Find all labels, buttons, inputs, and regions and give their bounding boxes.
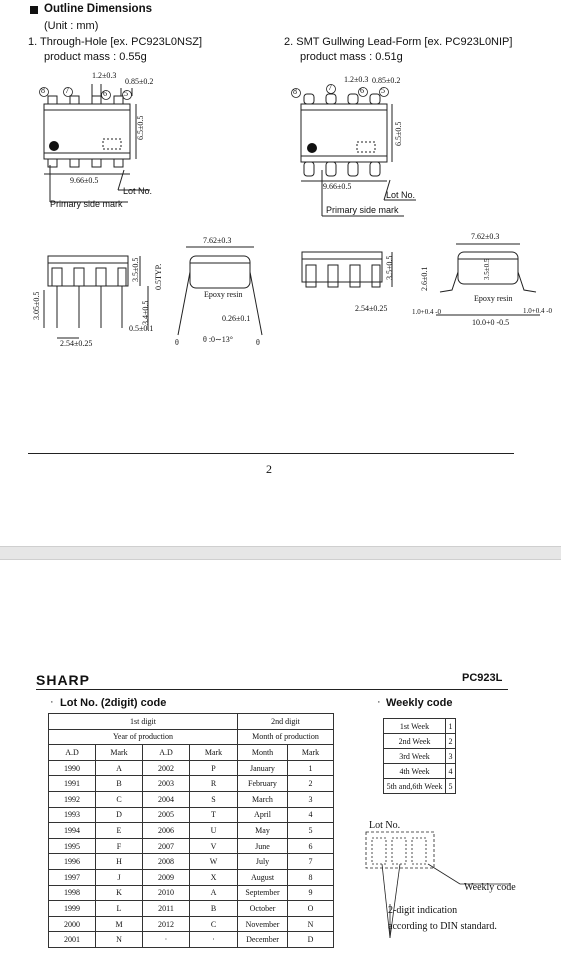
table-cell: B: [190, 901, 238, 917]
weekly-code-table: [383, 718, 456, 794]
page-number: 2: [266, 462, 272, 476]
weekly-heading: Weekly code: [386, 697, 453, 709]
table-cell: 2007: [143, 838, 190, 854]
table-cell: April: [238, 807, 288, 823]
table-cell: 2005: [143, 807, 190, 823]
table-cell: ·: [143, 932, 190, 948]
indication-line1: 2-digit indication: [388, 905, 458, 916]
table-cell: U: [190, 823, 238, 839]
table-cell: 2: [288, 776, 334, 792]
brand-logo: SHARP: [36, 672, 91, 688]
theta-range: θ :0∼13°: [203, 335, 233, 344]
table-row: [49, 807, 334, 823]
outline-heading: Outline Dimensions: [44, 3, 152, 15]
table-cell: C: [96, 791, 143, 807]
table-cell: C: [190, 916, 238, 932]
smt-dim-span: 10.0+0 -0.5: [472, 318, 510, 327]
table-cell: 2002: [143, 760, 190, 776]
table-row: [49, 854, 334, 870]
table-cell: November: [238, 916, 288, 932]
table-cell: N: [96, 932, 143, 948]
table-cell: 2nd Week: [384, 734, 446, 749]
table-cell: 7: [288, 854, 334, 870]
table-row: [49, 838, 334, 854]
table-cell: 4: [288, 807, 334, 823]
pin-8-label: 8: [41, 86, 45, 95]
table-row: [49, 869, 334, 885]
smt-pin-7-label: 7: [328, 83, 332, 92]
dim-lead-w: 0.5±0.1: [129, 324, 154, 333]
col-header: A.D: [49, 745, 96, 761]
table-row: [384, 734, 456, 749]
table-row: [49, 901, 334, 917]
col-header: Mark: [190, 745, 238, 761]
theta-right: θ: [256, 338, 260, 347]
smt-dim-body-h: 3.5±0.5: [385, 255, 394, 280]
pin-7-label: 7: [65, 86, 69, 95]
table-cell: P: [190, 760, 238, 776]
table-cell: March: [238, 791, 288, 807]
table-row: [49, 760, 334, 776]
dim-lead-t: 0.26±0.1: [222, 314, 251, 323]
table-cell: July: [238, 854, 288, 870]
year-header: Year of production: [49, 729, 238, 745]
smt-dim-foot-left: 1.0+0.4 -0: [412, 308, 442, 316]
lot-no-label: Lot No.: [123, 186, 153, 196]
dim-lead-pitch: 2.54±0.25: [60, 339, 93, 348]
table-row: [49, 791, 334, 807]
table-cell: N: [288, 916, 334, 932]
table-row: [49, 885, 334, 901]
smt-dim-lead-w-top: 0.85±0.2: [372, 76, 401, 85]
smt-pin-8-label: 8: [293, 87, 297, 96]
table-cell: 2006: [143, 823, 190, 839]
lot-bullet: ·: [50, 696, 54, 708]
table-cell: 1: [446, 719, 456, 734]
table-cell: O: [288, 901, 334, 917]
table-cell: 2012: [143, 916, 190, 932]
table-cell: 2000: [49, 916, 96, 932]
first-digit-header: 1st digit: [49, 714, 238, 730]
table-cell: February: [238, 776, 288, 792]
th-mass: product mass : 0.55g: [44, 51, 147, 63]
table-cell: 1990: [49, 760, 96, 776]
dim-seat-h: 3.4±0.5: [141, 300, 150, 325]
smt-body-side: [302, 252, 382, 282]
table-cell: 6: [288, 838, 334, 854]
smt-epoxy-label: Epoxy resin: [474, 294, 513, 303]
table-cell: 8: [288, 869, 334, 885]
month-header: Month of production: [238, 729, 334, 745]
smt-dim-h: 2.6±0.1: [420, 266, 429, 291]
table-cell: June: [238, 838, 288, 854]
col-header: Month: [238, 745, 288, 761]
smt-dim-height-side: 6.5±0.5: [394, 121, 403, 146]
table-cell: 1: [288, 760, 334, 776]
table-cell: D: [96, 807, 143, 823]
table-cell: 5: [288, 823, 334, 839]
dim-width: 7.62±0.3: [203, 236, 232, 245]
table-cell: W: [190, 854, 238, 870]
smt-mass: product mass : 0.51g: [300, 51, 403, 63]
epoxy-label: Epoxy resin: [204, 290, 243, 299]
table-cell: T: [190, 807, 238, 823]
table-cell: ·: [190, 932, 238, 948]
table-cell: B: [96, 776, 143, 792]
table-cell: 2: [446, 734, 456, 749]
dim-lead-len: 3.05±0.5: [32, 291, 41, 320]
table-cell: 3rd Week: [384, 749, 446, 764]
table-row: [384, 719, 456, 734]
dim-length: 9.66±0.5: [70, 176, 99, 185]
table-row: [384, 764, 456, 779]
th-body-end: [190, 256, 250, 288]
table-cell: 2001: [49, 932, 96, 948]
table-row: [384, 779, 456, 794]
table-cell: 5: [446, 779, 456, 794]
lot-heading: Lot No. (2digit) code: [60, 697, 167, 709]
table-cell: 3: [446, 749, 456, 764]
table-cell: 1996: [49, 854, 96, 870]
table-cell: 5th and,6th Week: [384, 779, 446, 794]
smt-dim-pitch-top: 1.2±0.3: [344, 75, 369, 84]
table-cell: 1997: [49, 869, 96, 885]
smt-dim-body: 3.5±0.5: [483, 258, 491, 280]
smt-lot-no-label: Lot No.: [386, 190, 416, 200]
smt-primary-side-label: Primary side mark: [326, 205, 399, 215]
table-cell: May: [238, 823, 288, 839]
table-cell: 2009: [143, 869, 190, 885]
table-cell: 1st Week: [384, 719, 446, 734]
smt-body-top: [301, 104, 387, 162]
dim-body-h: 3.5±0.5: [131, 257, 140, 282]
pin-5-label: 5: [124, 89, 128, 98]
second-digit-header: 2nd digit: [238, 714, 334, 730]
header-rule: [36, 689, 508, 690]
smt-index-mark: [307, 143, 317, 153]
table-cell: A: [96, 760, 143, 776]
table-cell: X: [190, 869, 238, 885]
th-body-side: [48, 256, 128, 286]
table-cell: D: [288, 932, 334, 948]
col-header: Mark: [96, 745, 143, 761]
table-row: [384, 749, 456, 764]
page-divider: [28, 453, 514, 454]
table-cell: 2010: [143, 885, 190, 901]
table-cell: September: [238, 885, 288, 901]
table-cell: October: [238, 901, 288, 917]
dim-lead-w-top: 0.85±0.2: [125, 77, 154, 86]
th-title: 1. Through-Hole [ex. PC923L0NSZ]: [28, 36, 203, 48]
col-header: A.D: [143, 745, 190, 761]
table-row: [49, 916, 334, 932]
table-cell: R: [190, 776, 238, 792]
pin-6-label: 6: [103, 89, 107, 98]
table-cell: 1999: [49, 901, 96, 917]
indication-line2: according to DIN standard.: [388, 921, 497, 932]
dim-height-side: 6.5±0.5: [136, 115, 145, 140]
table-cell: January: [238, 760, 288, 776]
smt-dim-lead-pitch: 2.54±0.25: [355, 304, 388, 313]
smt-pin-6-label: 6: [360, 86, 364, 95]
part-number: PC923L: [462, 672, 503, 684]
smt-dim-width: 7.62±0.3: [471, 232, 500, 241]
table-row: [49, 776, 334, 792]
table-cell: 2008: [143, 854, 190, 870]
table-cell: 4th Week: [384, 764, 446, 779]
lot-code-table: [48, 713, 334, 948]
table-cell: 9: [288, 885, 334, 901]
table-cell: 3: [288, 791, 334, 807]
table-cell: 2011: [143, 901, 190, 917]
table-cell: 2003: [143, 776, 190, 792]
smt-dim-length: 9.66±0.5: [323, 182, 352, 191]
dim-pitch-top: 1.2±0.3: [92, 71, 117, 80]
table-cell: J: [96, 869, 143, 885]
table-cell: V: [190, 838, 238, 854]
table-cell: H: [96, 854, 143, 870]
column-header-row: [49, 745, 334, 761]
table-cell: K: [96, 885, 143, 901]
page-break: [0, 546, 561, 560]
smt-dim-foot-right: 1.0+0.4 -0: [523, 307, 553, 315]
table-cell: A: [190, 885, 238, 901]
table-cell: 1993: [49, 807, 96, 823]
col-header: Mark: [288, 745, 334, 761]
table-row: [49, 932, 334, 948]
th-index-mark: [49, 141, 59, 151]
lot-no-diagram-label: Lot No.: [369, 820, 401, 831]
dim-body-h-typ: 0.5TYP.: [154, 263, 163, 290]
table-cell: 1994: [49, 823, 96, 839]
theta-left: θ: [175, 338, 179, 347]
table-cell: E: [96, 823, 143, 839]
smt-pin-5-label: 5: [381, 86, 385, 95]
primary-side-label: Primary side mark: [50, 199, 123, 209]
weekly-bullet: ·: [377, 696, 381, 708]
table-cell: S: [190, 791, 238, 807]
unit-label: (Unit : mm): [44, 20, 99, 32]
table-cell: 1998: [49, 885, 96, 901]
weekly-code-label: Weekly code: [464, 882, 516, 893]
table-cell: 1992: [49, 791, 96, 807]
table-cell: M: [96, 916, 143, 932]
table-cell: F: [96, 838, 143, 854]
table-cell: 2004: [143, 791, 190, 807]
table-cell: 4: [446, 764, 456, 779]
table-cell: 1991: [49, 776, 96, 792]
th-body-top: [44, 104, 130, 159]
table-cell: August: [238, 869, 288, 885]
table-cell: 1995: [49, 838, 96, 854]
table-cell: December: [238, 932, 288, 948]
table-cell: L: [96, 901, 143, 917]
table-row: [49, 823, 334, 839]
smt-title: 2. SMT Gullwing Lead-Form [ex. PC923L0NIP]: [284, 36, 513, 48]
